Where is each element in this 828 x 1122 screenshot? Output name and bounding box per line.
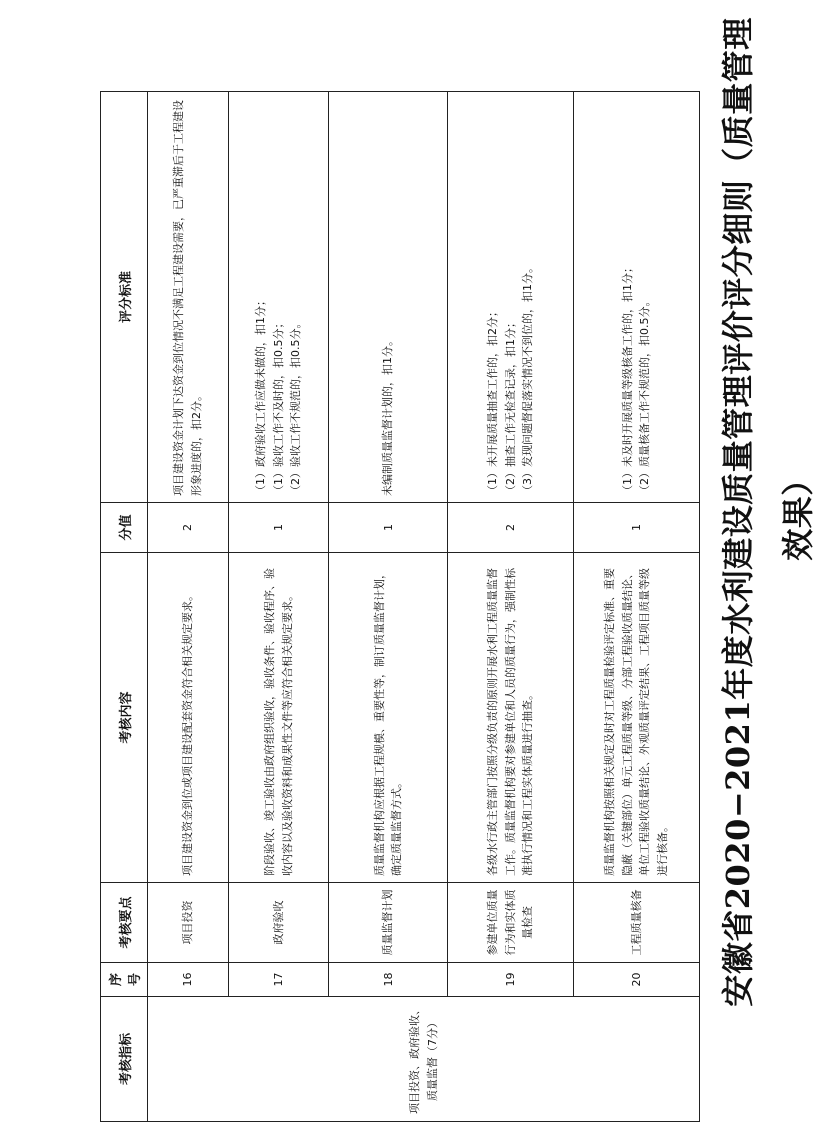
header-score: 分值 <box>101 503 148 553</box>
row-standard <box>148 92 229 503</box>
row-point: 项目投资 <box>148 883 229 963</box>
header-standard: 评分标准 <box>101 92 148 503</box>
row-content: 项目建设资金到位或项目建设配套资金符合相关规定要求。 <box>148 553 229 883</box>
row-standard <box>329 92 447 503</box>
row-point: 质量监督计划 <box>329 883 447 963</box>
row-seq: 17 <box>228 963 329 997</box>
row-point: 政府验收 <box>228 883 329 963</box>
row-score: 2 <box>148 503 229 553</box>
standard-line: 未编制质量监督计划的，扣1分。 <box>381 335 395 496</box>
row-content: 阶段验收、竣工验收由政府组织验收，验收条件、验收程序、验收内容以及验收资料和成果性文件等应符合相关规定要求。 <box>228 553 329 883</box>
row-content: 质量监督机构应根据工程规模、重要性等，制订质量监督计划，确定质量监督方式。 <box>329 553 447 883</box>
row-standard <box>573 92 699 503</box>
row-content: 各级水行政主管部门按照分级负责的原则开展水利工程质量监督工作。质量监督机构要对参建单位和人员的质量行为，强制性标准执行情况和工程实体质量进行抽查。 <box>447 553 573 883</box>
standard-line: （2）验收工作不规范的，扣0.5分。 <box>289 317 303 496</box>
header-seq: 序号 <box>101 963 148 997</box>
group-indicator-cell: 项目投资、政府验收、质量监督（7分） <box>148 997 700 1122</box>
row-seq: 16 <box>148 963 229 997</box>
standard-line: （1）验收工作不及时的，扣0.5分； <box>271 317 285 496</box>
row-content: 质量监督机构按照相关规定及时对工程质量检验评定标准、重要隐蔽（关键部位）单元工程质量等级、分部工程验收质量结论、单位工程验收质量结论、外观质量评定结果、工程项目质量等级进行核备。 <box>573 553 699 883</box>
standard-line: （1）未开展质量抽查工作的，扣2分； <box>486 306 500 496</box>
row-seq: 18 <box>329 963 447 997</box>
row-seq: 20 <box>573 963 699 997</box>
table-header-row <box>101 92 148 1122</box>
standard-line: （2）质量核备工作不规范的，扣0.5分。 <box>638 295 652 496</box>
standard-line: 项目建设资金计划下达资金到位情况不满足工程建设需要，已严重滞后于工程建设形象进度的，扣2分。 <box>172 100 203 496</box>
table-row <box>329 92 447 1122</box>
table-row <box>228 92 329 1122</box>
row-score: 1 <box>329 503 447 553</box>
header-point: 考核要点 <box>101 883 148 963</box>
table-row <box>573 92 699 1122</box>
standard-line: （1）未及时开展质量等级核备工作的，扣1分； <box>620 262 634 496</box>
row-seq: 19 <box>447 963 573 997</box>
row-score: 1 <box>573 503 699 553</box>
row-score: 1 <box>228 503 329 553</box>
row-standard <box>447 92 573 503</box>
page-title: 安徽省2020−2021年度水利建设质量管理评价评分细则（质量管理效果） <box>719 17 817 1007</box>
standard-line: （1）政府验收工作应做未做的，扣1分； <box>254 295 268 496</box>
table-row <box>447 92 573 1122</box>
row-point: 参建单位质量行为和实体质量检查 <box>447 883 573 963</box>
header-content: 考核内容 <box>101 553 148 883</box>
table-row <box>148 92 229 1122</box>
standard-line: （3）发现问题督促落实情况不到位的，扣1分。 <box>521 262 535 496</box>
row-score: 2 <box>447 503 573 553</box>
row-point: 工程质量核备 <box>573 883 699 963</box>
scoring-table <box>100 91 700 1122</box>
row-standard <box>228 92 329 503</box>
standard-line: （2）抽查工作无检查记录，扣1分； <box>503 317 517 496</box>
header-indicator: 考核指标 <box>101 997 148 1122</box>
